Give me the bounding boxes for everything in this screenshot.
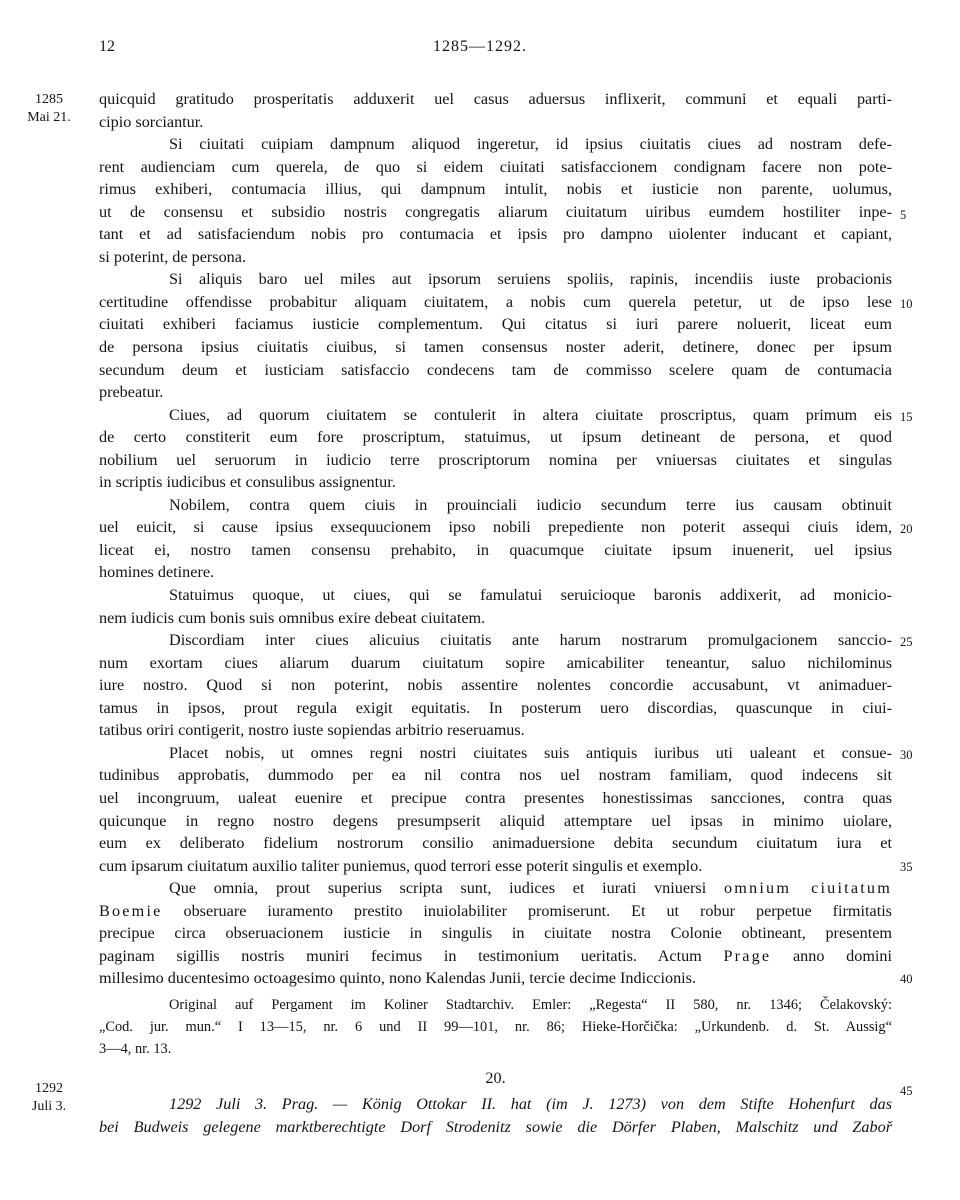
text-line: quicunque in regno nostro degens presumpserit aliquid attemptare uel ipsas in minimo uiolare, xyxy=(99,811,892,830)
regest-line: 1292 Juli 3. Prag. — König Ottokar II. hat (im J. 1273) von dem Stifte Hohenfurt das xyxy=(169,1095,892,1114)
text-line: rimus exhiberi, contumacia illius, qui dampnum intulit, nobis et iusticie non parente, uolumus, xyxy=(99,180,892,199)
line-number: 20 xyxy=(900,522,913,536)
text-line: de persona ipsius ciuitatis ciuibus, si tamen consensus noster aderit, detinere, donec per ipsum xyxy=(99,338,892,357)
text-line: in scriptis iudicibus et consulibus assignentur. xyxy=(99,473,396,492)
text-line: Ciues, ad quorum ciuitatem se contulerit in altera ciuitate proscriptus, quam primum eis xyxy=(169,405,892,424)
text-line: tamus in ipsos, prout regula exigit equitatis. In posterum uero discordias, quascunque in ciui- xyxy=(99,698,892,717)
text-line: num exortam ciues aliarum duarum ciuitatum sopire amicabiliter teneantur, saluo nichilominus xyxy=(99,653,892,672)
text-line: millesimo ducentesimo octoagesimo quinto, nono Kalendas Junii, tercie decime Indiccionis. xyxy=(99,969,697,988)
text-line: tatibus oriri contigerit, nostro iuste sopiendas arbitrio reseruamus. xyxy=(99,721,525,740)
margin-date-day: Juli 3. xyxy=(31,1099,67,1114)
text-line: ciuitati exhiberi faciamus iusticie complementum. Qui citatus si iuri parere noluerit, liceat eum xyxy=(99,315,892,334)
text-line: uel euicit, si cause ipsius exsequucionem ipso nobili prepediente non poterit assequi ciuis idem, xyxy=(99,518,892,537)
source-note xyxy=(99,994,892,1061)
text-line: precipue circa obseruacionem iusticie in singulis in ciuitate nostra Colonie obtineant, presentem xyxy=(99,924,892,943)
document-text xyxy=(99,88,892,1138)
text-line: Si aliquis baro uel miles aut ipsorum seruiens spoliis, rapinis, incendiis iuste probacionis xyxy=(169,270,892,289)
text-line: homines detinere. xyxy=(99,563,215,582)
margin-date-year: 1285 xyxy=(35,92,63,107)
page-number: 12 xyxy=(99,38,115,55)
text-line: rent audienciam cum querela, de quo si eidem ciuitati satisfaccionem condignam facere non pote- xyxy=(99,157,892,176)
text-line: si poterint, de persona. xyxy=(99,247,246,266)
running-head: 1285—1292. xyxy=(433,38,527,55)
text-line: Si ciuitati cuipiam dampnum aliquod ingeretur, id ipsius ciuitatis ciues ad nostram defe- xyxy=(169,135,892,154)
text-line: Discordiam inter ciues alicuius ciuitatis ante harum nostrarum promulgacionem sanccio- xyxy=(169,631,892,650)
note-line: Original auf Pergament im Koliner Stadtarchiv. Emler: „Regesta“ II 580, nr. 1346; Čelakovský: xyxy=(169,996,892,1013)
text-line: Placet nobis, ut omnes regni nostri ciuitates suis antiquis iuribus uti ualeant et consue- xyxy=(169,743,892,762)
line-number: 30 xyxy=(900,748,913,762)
line-number: 5 xyxy=(900,208,907,222)
line-number: 15 xyxy=(900,410,913,424)
line-number: 45 xyxy=(900,1084,913,1098)
text-line: prebeatur. xyxy=(99,383,164,402)
margin-date-day: Mai 21. xyxy=(27,110,71,125)
text-line: tudinibus approbatis, dummodo per ea nil contra nos uel nostram familiam, quod indecens sit xyxy=(99,766,892,785)
text-line: nobilium uel seruorum in iudicio terre proscriptorum nomina per vniuersas ciuitates et singulas xyxy=(99,450,892,469)
spaced-word: omnium ciuitatum xyxy=(723,879,893,898)
line-number: 40 xyxy=(900,972,913,986)
text-line: Nobilem, contra quem ciuis in prouinciali iudicio secundum terre ius causam obtinuit xyxy=(169,495,892,514)
text-line: eum ex deliberato fidelium nostrorum consilio animaduersione debita secundum ciuitatum iura et xyxy=(99,834,892,853)
regest-line: bei Budweis gelegene marktberechtigte Dorf Strodenitz sowie die Dörfer Plaben, Malschitz und Zaboř xyxy=(99,1117,892,1136)
document-number: 20. xyxy=(485,1068,506,1087)
text-line: Statuimus quoque, ut ciues, qui se famulatui seruicioque baronis addixerit, ad monicio- xyxy=(169,586,892,605)
text-line: tant et ad satisfaciendum nobis pro contumacia et ipsis pro dampno uiolenter inducant et capiant, xyxy=(99,225,892,244)
text-line: ut de consensu et subsidio nostris congregatis aliarum ciuitatum uiribus eumdem hostiliter inpe- xyxy=(99,202,892,221)
text-line: cipio sorciantur. xyxy=(99,112,204,131)
text-line: de certo constiterit eum fore proscriptum, statuimus, ut ipsum detineant de persona, et quod xyxy=(99,428,892,447)
spaced-word: Prage xyxy=(723,946,772,965)
text-line: secundum deum et iusticiam satisfaccio condecens tam de commisso scelere quam de contumacia xyxy=(99,360,892,379)
line-number: 25 xyxy=(900,635,913,649)
text-line: iure nostro. Quod si non poterint, nobis assentire nolentes concordie accusabunt, vt animaduer- xyxy=(99,676,892,695)
text-line: Boemie obseruare iuramento prestito inuiolabiliter promiserunt. Et ut robur perpetue firmitatis xyxy=(99,901,892,920)
text-line: uel incongruum, ualeat euenire et precipue contra presentes honestissimas sancciones, contra quas xyxy=(99,788,892,807)
note-line: „Cod. jur. mun.“ I 13—15, nr. 6 und II 99—101, nr. 86; Hieke-Horčička: „Urkundenb. d. St. Aussig“ xyxy=(99,1019,892,1036)
note-line: 3—4, nr. 13. xyxy=(99,1041,172,1058)
margin-date-top xyxy=(14,91,84,127)
text-line: cum ipsarum ciuitatum auxilio taliter puniemus, quod terrori esse poterit singulis et exemplo. xyxy=(99,856,703,875)
margin-date-bottom xyxy=(14,1080,84,1116)
text-line: certitudine offendisse probabitur aliquam ciuitatem, a nobis cum querela petetur, ut de ipso lese xyxy=(99,292,892,311)
text-line: liceat ei, nostro tamen consensu prehabito, in quacumque ciuitate ipsum inuenerit, uel ipsius xyxy=(99,540,892,559)
text-line: quicquid gratitudo prosperitatis adduxerit uel casus aduersus inflixerit, communi et equali parti- xyxy=(99,90,892,108)
margin-date-year: 1292 xyxy=(35,1081,63,1096)
text-line: nem iudicis cum bonis suis omnibus exire debeat ciuitatem. xyxy=(99,608,486,627)
regest xyxy=(99,1093,892,1138)
text-line: Que omnia, prout superius scripta sunt, iudices et iurati vniuersi omnium ciuitatum xyxy=(169,879,893,898)
spaced-word: Boemie xyxy=(99,901,163,920)
text-line: paginam sigillis nostris muniri fecimus in testimonium ueritatis. Actum Prage anno domini xyxy=(99,946,892,965)
line-number: 35 xyxy=(900,860,913,874)
line-number: 10 xyxy=(900,297,913,311)
